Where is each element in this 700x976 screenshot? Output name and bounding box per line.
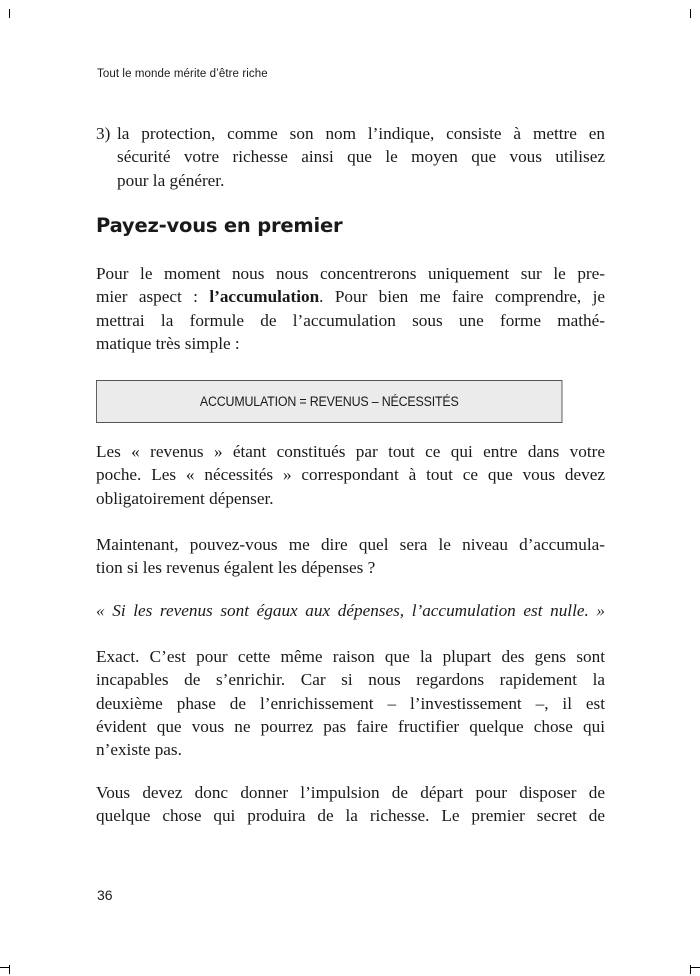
revenus-line-3: obligatoirement dépenser. [96, 488, 274, 508]
accumulation-bold: l’accumulation [209, 287, 320, 307]
paragraph-revenus [96, 440, 605, 510]
intro-line-2 [96, 285, 605, 308]
list-line-3: pour la générer. [117, 170, 225, 190]
question-line-1: Maintenant, pouvez-vous me dire quel sera le niveau d’accumula- [96, 535, 605, 554]
formula-text: ACCUMULATION = REVENUS – NÉCESSITÉS [199, 394, 459, 409]
crop-mark-top-left [9, 9, 10, 18]
list-item-body [117, 122, 605, 192]
list-line-2: sécurité votre richesse ainsi que le moyen que vous utilisez [117, 147, 605, 167]
intro-line-2-before: mier aspect : [96, 287, 210, 307]
exact-line-1: Exact. C’est pour cette même raison que la plupart des gens sont [96, 647, 605, 666]
crop-mark-bottom-left [0, 967, 9, 968]
quote-paragraph [96, 599, 605, 622]
last-line-1: Vous devez donc donner l’impulsion de départ pour disposer de [96, 783, 605, 802]
intro-line-3: mettrai la formule de l’accumulation sous une forme mathé- [96, 310, 605, 330]
revenus-line-1: Les « revenus » étant constitués par tout ce qui entre dans votre [96, 442, 605, 461]
exact-line-4: évident que vous ne pourrez pas faire fructifier quelque chose qui [96, 716, 605, 736]
quote-line: « Si les revenus sont égaux aux dépenses, l’accumulation est nulle. » [96, 601, 605, 620]
exact-line-3: deuxième phase de l’enrichissement – l’investissement –, il est [96, 693, 605, 713]
crop-mark-bottom-right [691, 967, 700, 968]
last-line-2: quelque chose qui produira de la richesse. Le premier secret de [96, 806, 605, 826]
list-item-protection [96, 122, 605, 192]
revenus-line-2: poche. Les « nécessités » correspondant à tout ce que vous devez [96, 465, 605, 485]
list-line-1: la protection, comme son nom l’indique, consiste à mettre en [117, 124, 605, 143]
formula-box [96, 380, 562, 423]
paragraph-intro [96, 262, 605, 355]
intro-line-4: matique très simple : [96, 333, 240, 353]
exact-line-5: n’existe pas. [96, 740, 182, 760]
paragraph-question [96, 533, 605, 580]
list-number: 3) [96, 124, 111, 143]
running-head: Tout le monde mérite d’être riche [97, 68, 268, 80]
intro-line-1: Pour le moment nous nous concentrerons uniquement sur le pre- [96, 264, 605, 283]
intro-line-2-after: . Pour bien me faire comprendre, je [319, 287, 605, 307]
crop-mark-bottom-right-v [690, 965, 691, 974]
exact-line-2: incapables de s’enrichir. Car si nous regardons rapidement la [96, 670, 605, 690]
paragraph-last [96, 781, 605, 828]
crop-mark-top-right [690, 9, 691, 18]
page-number: 36 [97, 887, 113, 903]
section-title: Payez-vous en premier [96, 214, 343, 237]
question-line-2: tion si les revenus égalent les dépenses ? [96, 558, 376, 578]
crop-mark-bottom-left-v [9, 965, 10, 974]
paragraph-exact [96, 645, 605, 761]
